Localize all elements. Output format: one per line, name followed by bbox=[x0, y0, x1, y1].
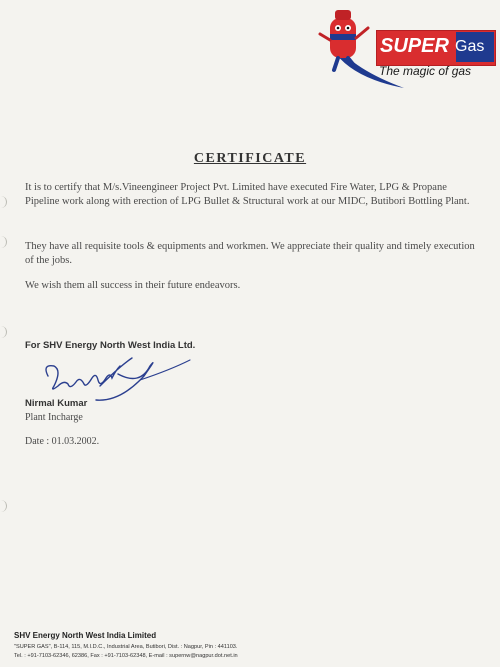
certificate-date: Date : 01.03.2002. bbox=[25, 436, 100, 447]
signer-role: Plant Incharge bbox=[25, 412, 83, 423]
for-company-line: For SHV Energy North West India Ltd. bbox=[25, 340, 196, 351]
paragraph-wishes: We wish them all success in their future endeavors. bbox=[25, 280, 241, 291]
certificate-title: CERTIFICATE bbox=[193, 151, 307, 166]
footer-address: "SUPER GAS", B-114, 115, M.I.D.C., Industrial Area, Butibori, Dist. : Nagpur, Pin : 441103. bbox=[14, 644, 238, 650]
footer-contact: Tel. : +91-7103-62346, 62386, Fax : +91-7103-62348, E-mail : supernw@nagpur.dot.net.in bbox=[14, 653, 238, 659]
paragraph-work-details: It is to certify that M/s.Vineengineer Project Pvt. Limited have executed Fire Water, LPG & Propane Pipeline work along with erection of LPG Bullet & Structural work at our MIDC, Butibori Bottling Plant. bbox=[25, 182, 470, 207]
handwritten-signature bbox=[40, 356, 200, 404]
logo-tagline: The magic of gas bbox=[379, 64, 472, 78]
logo-gas-text: Gas bbox=[455, 38, 485, 55]
logo-super-text: SUPER bbox=[380, 35, 449, 57]
punch-hole-mark bbox=[0, 236, 7, 248]
super-gas-logo bbox=[316, 4, 500, 90]
signer-name: Nirmal Kumar bbox=[25, 398, 88, 409]
punch-hole-mark bbox=[0, 196, 7, 208]
paragraph-appreciation: They have all requisite tools & equipments and workmen. We appreciate their quality and timely execution of the jobs. bbox=[25, 241, 475, 266]
punch-hole-mark bbox=[0, 326, 7, 338]
footer-company-name: SHV Energy North West India Limited bbox=[14, 631, 157, 640]
punch-hole-mark bbox=[0, 500, 7, 512]
